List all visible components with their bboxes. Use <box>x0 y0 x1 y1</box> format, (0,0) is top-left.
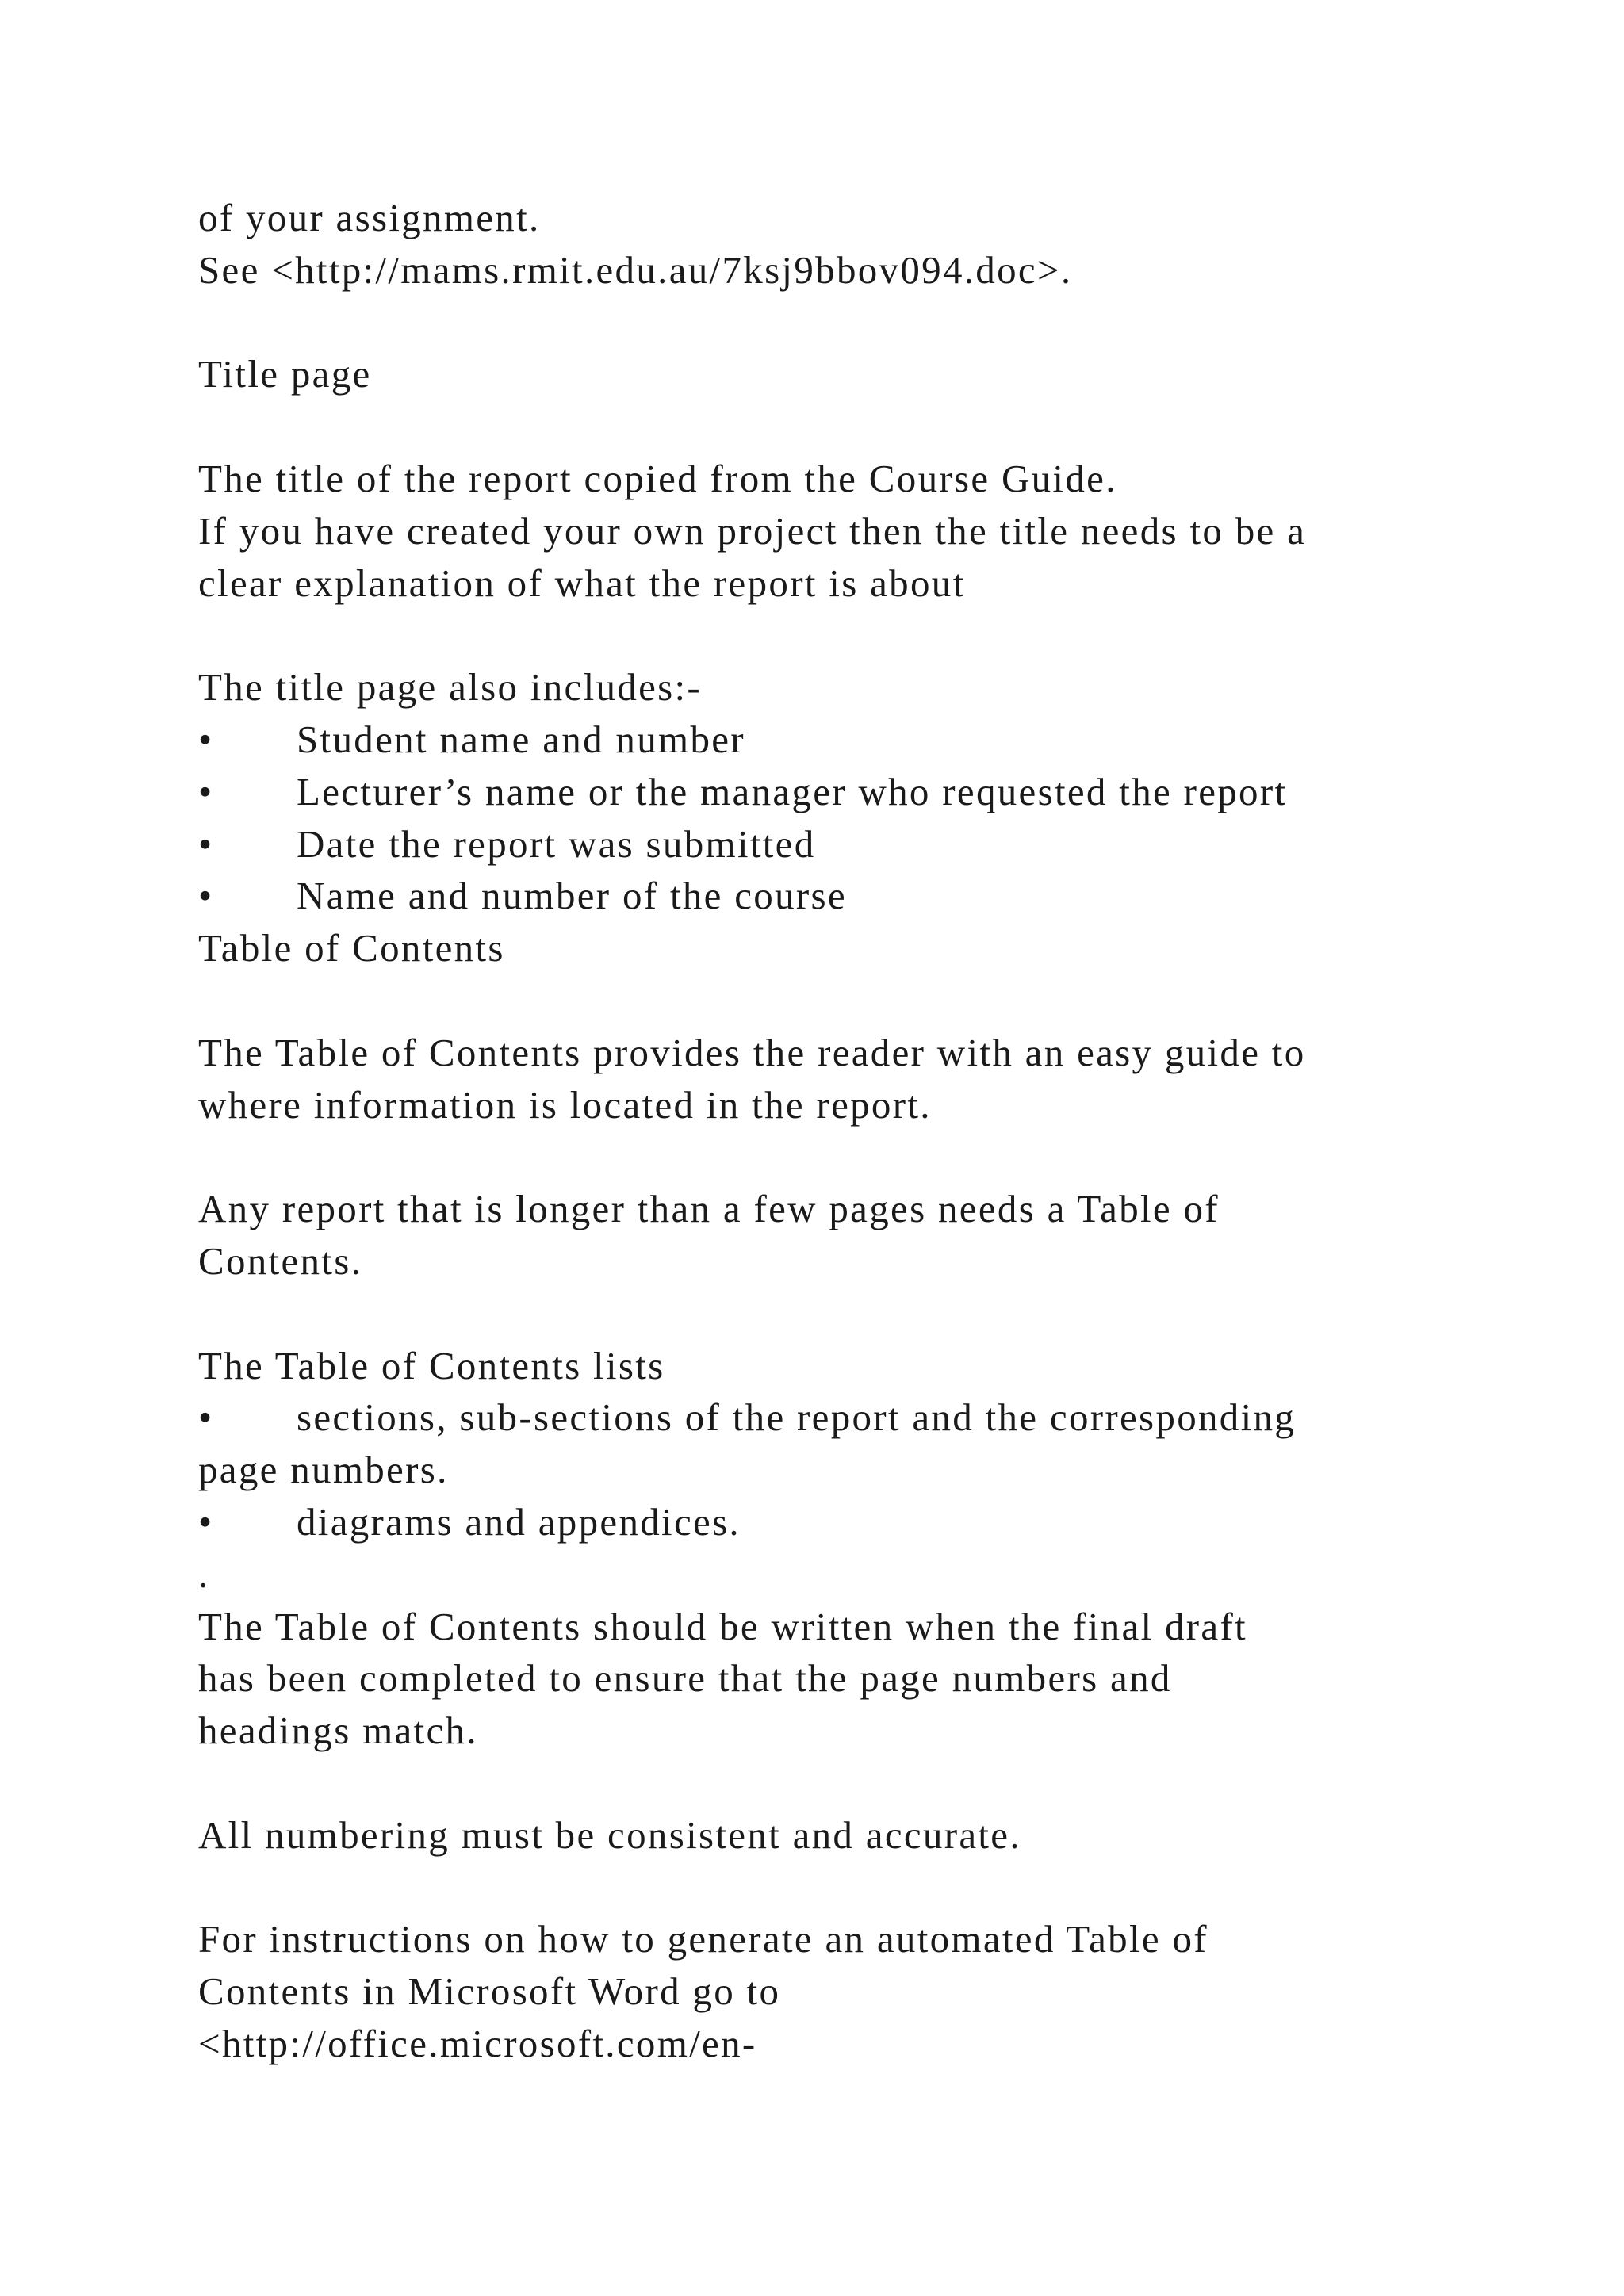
bullet-icon: • <box>198 821 214 866</box>
intro-link-line: See <http://mams.rmit.edu.au/7ksj9bbov094.doc>. <box>198 247 1073 292</box>
list-item-text: sections, sub-sections of the report and the corresponding <box>297 1395 1297 1440</box>
toc-paragraph-line: Any report that is longer than a few pages needs a Table of <box>198 1187 1220 1231</box>
bullet-icon: • <box>198 1499 214 1544</box>
toc-lists-intro: The Table of Contents lists <box>198 1343 665 1387</box>
list-item-text: Date the report was submitted <box>297 821 816 866</box>
spacer <box>198 1862 1499 1914</box>
list-item-text: diagrams and appendices. <box>297 1499 741 1544</box>
spacer <box>198 297 1499 349</box>
spacer <box>198 400 1499 453</box>
toc-heading: Table of Contents <box>198 926 505 970</box>
title-page-paragraph-line: The title of the report copied from the Course Guide. <box>198 456 1117 500</box>
toc-paragraph-line: where information is located in the report. <box>198 1082 932 1127</box>
toc-paragraph-line: Contents. <box>198 1238 363 1283</box>
intro-line-1: of your assignment. <box>198 196 541 239</box>
bullet-icon: • <box>198 769 214 813</box>
toc-paragraph-line: The Table of Contents should be written when the final draft <box>198 1604 1247 1648</box>
list-item <box>198 818 1499 871</box>
list-item <box>198 1496 1499 1548</box>
list-item <box>198 1391 1499 1444</box>
toc-instructions-link: <http://office.microsoft.com/en- <box>198 2021 757 2065</box>
list-item-text: Name and number of the course <box>297 874 847 918</box>
list-item <box>198 714 1499 766</box>
toc-paragraph-line: headings match. <box>198 1709 478 1753</box>
toc-paragraph-line: has been completed to ensure that the page numbers and <box>198 1656 1172 1701</box>
spacer <box>198 1131 1499 1183</box>
title-page-paragraph-line: clear explanation of what the report is about <box>198 561 966 605</box>
toc-instructions-line: For instructions on how to generate an automated Table of <box>198 1917 1208 1961</box>
list-item <box>198 870 1499 922</box>
document-page <box>198 192 1499 2070</box>
spacer <box>198 1757 1499 1809</box>
bullet-icon: • <box>198 1395 214 1440</box>
spacer <box>198 974 1499 1027</box>
spacer <box>198 1288 1499 1340</box>
list-item <box>198 766 1499 818</box>
toc-paragraph-line: The Table of Contents provides the reader with an easy guide to <box>198 1030 1306 1074</box>
spacer <box>198 609 1499 661</box>
bullet-icon: • <box>198 717 214 761</box>
toc-instructions-line: Contents in Microsoft Word go to <box>198 1969 781 2014</box>
title-page-includes: The title page also includes:- <box>198 665 703 710</box>
toc-numbering-note: All numbering must be consistent and accurate. <box>198 1812 1021 1857</box>
title-page-heading: Title page <box>198 352 372 396</box>
list-item-text: Lecturer’s name or the manager who requested the report <box>297 769 1288 813</box>
bullet-icon: • <box>198 874 214 918</box>
stray-dot-line: . <box>198 1552 210 1596</box>
list-item-continuation: page numbers. <box>198 1448 449 1492</box>
title-page-paragraph-line: If you have created your own project then the title needs to be a <box>198 508 1307 553</box>
list-item-text: Student name and number <box>297 717 745 761</box>
